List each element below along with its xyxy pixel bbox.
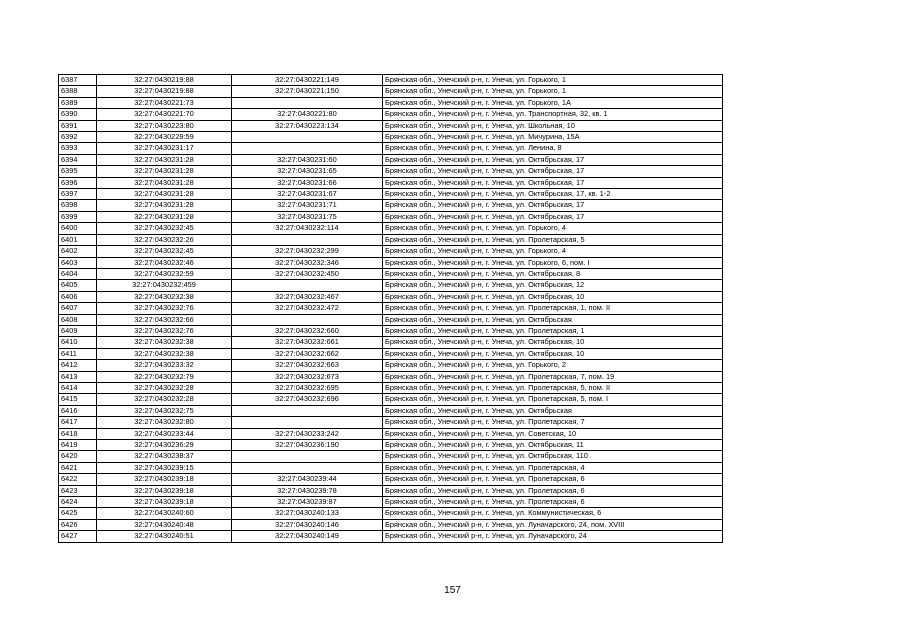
row-number-cell: 6396: [59, 177, 97, 188]
parcel-number-cell: 32:27:0430239:18: [97, 474, 232, 485]
object-number-cell: 32:27:0430221:150: [232, 86, 383, 97]
address-cell: Брянская обл., Унечский р-н, г. Унеча, ул. Транспортная, 32, кв. 1: [383, 109, 723, 120]
table-row: [59, 508, 723, 519]
object-number-cell: [232, 462, 383, 473]
object-number-cell: 32:27:0430221:149: [232, 75, 383, 86]
parcel-number-cell: 32:27:0430232:66: [97, 314, 232, 325]
object-number-cell: 32:27:0430231:75: [232, 211, 383, 222]
object-number-cell: [232, 417, 383, 428]
object-number-cell: 32:27:0430240:149: [232, 531, 383, 542]
row-number-cell: 6418: [59, 428, 97, 439]
row-number-cell: 6411: [59, 348, 97, 359]
address-cell: Брянская обл., Унечский р-н, г. Унеча, ул. Октябрьская, 10: [383, 348, 723, 359]
object-number-cell: 32:27:0430231:71: [232, 200, 383, 211]
address-cell: Брянская обл., Унечский р-н, г. Унеча, ул. Октябрьская, 11: [383, 440, 723, 451]
address-cell: Брянская обл., Унечский р-н, г. Унеча, ул. Октябрьская, 110: [383, 451, 723, 462]
row-number-cell: 6388: [59, 86, 97, 97]
address-cell: Брянская обл., Унечский р-н, г. Унеча, ул. Горького, 1: [383, 86, 723, 97]
row-number-cell: 6425: [59, 508, 97, 519]
parcel-number-cell: 32:27:0430231:28: [97, 211, 232, 222]
table-row: [59, 200, 723, 211]
table-row: [59, 189, 723, 200]
parcel-number-cell: 32:27:0430231:28: [97, 154, 232, 165]
object-number-cell: 32:27:0430232:660: [232, 325, 383, 336]
table-row: [59, 337, 723, 348]
object-number-cell: 32:27:0430240:133: [232, 508, 383, 519]
row-number-cell: 6391: [59, 120, 97, 131]
row-number-cell: 6403: [59, 257, 97, 268]
object-number-cell: 32:27:0430231:65: [232, 166, 383, 177]
row-number-cell: 6426: [59, 519, 97, 530]
table-row: [59, 348, 723, 359]
object-number-cell: 32:27:0430232:663: [232, 360, 383, 371]
row-number-cell: 6412: [59, 360, 97, 371]
parcel-number-cell: 32:27:0430232:38: [97, 348, 232, 359]
row-number-cell: 6424: [59, 497, 97, 508]
parcel-number-cell: 32:27:0430232:45: [97, 246, 232, 257]
row-number-cell: 6416: [59, 405, 97, 416]
table-row: [59, 132, 723, 143]
object-number-cell: [232, 280, 383, 291]
address-cell: Брянская обл., Унечский р-н, г. Унеча, ул. Луначарского, 24, пом. XVIII: [383, 519, 723, 530]
parcel-number-cell: 32:27:0430233:44: [97, 428, 232, 439]
object-number-cell: 32:27:0430232:661: [232, 337, 383, 348]
row-number-cell: 6390: [59, 109, 97, 120]
address-cell: Брянская обл., Унечский р-н, г. Унеча, ул. Горького, 1А: [383, 97, 723, 108]
parcel-number-cell: 32:27:0430232:26: [97, 234, 232, 245]
address-cell: Брянская обл., Унечский р-н, г. Унеча, ул. Пролетарская, 1: [383, 325, 723, 336]
row-number-cell: 6420: [59, 451, 97, 462]
table-row: [59, 440, 723, 451]
row-number-cell: 6406: [59, 291, 97, 302]
parcel-number-cell: 32:27:0430232:45: [97, 223, 232, 234]
object-number-cell: 32:27:0430223:134: [232, 120, 383, 131]
parcel-number-cell: 32:27:0430240:60: [97, 508, 232, 519]
table-row: [59, 360, 723, 371]
parcel-number-cell: 32:27:0430232:76: [97, 325, 232, 336]
table-row: [59, 417, 723, 428]
parcel-number-cell: 32:27:0430232:59: [97, 268, 232, 279]
parcel-number-cell: 32:27:0430232:76: [97, 303, 232, 314]
table-row: [59, 325, 723, 336]
address-cell: Брянская обл., Унечский р-н, г. Унеча, ул. Пролетарская, 7, пом. 19: [383, 371, 723, 382]
address-cell: Брянская обл., Унечский р-н, г. Унеча, ул. Школьная, 10: [383, 120, 723, 131]
table-row: [59, 280, 723, 291]
address-cell: Брянская обл., Унечский р-н, г. Унеча, ул. Октябрьская, 17: [383, 154, 723, 165]
object-number-cell: 32:27:0430232:696: [232, 394, 383, 405]
table-row: [59, 75, 723, 86]
row-number-cell: 6409: [59, 325, 97, 336]
parcel-number-cell: 32:27:0430231:28: [97, 189, 232, 200]
parcel-number-cell: 32:27:0430232:46: [97, 257, 232, 268]
table-row: [59, 211, 723, 222]
object-number-cell: 32:27:0430233:242: [232, 428, 383, 439]
records-table: [58, 74, 723, 543]
object-number-cell: 32:27:0430232:114: [232, 223, 383, 234]
row-number-cell: 6399: [59, 211, 97, 222]
row-number-cell: 6410: [59, 337, 97, 348]
table-row: [59, 428, 723, 439]
object-number-cell: 32:27:0430232:299: [232, 246, 383, 257]
parcel-number-cell: 32:27:0430240:51: [97, 531, 232, 542]
object-number-cell: [232, 234, 383, 245]
row-number-cell: 6407: [59, 303, 97, 314]
object-number-cell: [232, 143, 383, 154]
table-row: [59, 177, 723, 188]
table-row: [59, 462, 723, 473]
row-number-cell: 6397: [59, 189, 97, 200]
row-number-cell: 6400: [59, 223, 97, 234]
row-number-cell: 6394: [59, 154, 97, 165]
address-cell: Брянская обл., Унечский р-н, г. Унеча, ул. Октябрьская, 8: [383, 268, 723, 279]
address-cell: Брянская обл., Унечский р-н, г. Унеча, ул. Горького, 4: [383, 223, 723, 234]
address-cell: Брянская обл., Унечский р-н, г. Унеча, ул. Октябрьская, 17: [383, 166, 723, 177]
address-cell: Брянская обл., Унечский р-н, г. Унеча, ул. Пролетарская, 6: [383, 497, 723, 508]
table-row: [59, 143, 723, 154]
address-cell: Брянская обл., Унечский р-н, г. Унеча, ул. Горького, 6, пом. I: [383, 257, 723, 268]
object-number-cell: 32:27:0430231:66: [232, 177, 383, 188]
table-row: [59, 405, 723, 416]
address-cell: Брянская обл., Унечский р-н, г. Унеча, ул. Октябрьская, 17: [383, 177, 723, 188]
row-number-cell: 6423: [59, 485, 97, 496]
address-cell: Брянская обл., Унечский р-н, г. Унеча, ул. Октябрьская, 17: [383, 200, 723, 211]
parcel-number-cell: 32:27:0430219:88: [97, 75, 232, 86]
address-cell: Брянская обл., Унечский р-н, г. Унеча, ул. Октябрьская, 10: [383, 291, 723, 302]
object-number-cell: 32:27:0430231:67: [232, 189, 383, 200]
table-row: [59, 371, 723, 382]
parcel-number-cell: 32:27:0430239:18: [97, 485, 232, 496]
address-cell: Брянская обл., Унечский р-н, г. Унеча, ул. Октябрьская, 12: [383, 280, 723, 291]
object-number-cell: 32:27:0430236:190: [232, 440, 383, 451]
parcel-number-cell: 32:27:0430232:459: [97, 280, 232, 291]
row-number-cell: 6414: [59, 382, 97, 393]
parcel-number-cell: 32:27:0430240:48: [97, 519, 232, 530]
object-number-cell: 32:27:0430239:87: [232, 497, 383, 508]
address-cell: Брянская обл., Унечский р-н, г. Унеча, ул. Горького, 2: [383, 360, 723, 371]
row-number-cell: 6395: [59, 166, 97, 177]
address-cell: Брянская обл., Унечский р-н, г. Унеча, ул. Октябрьская: [383, 405, 723, 416]
table-row: [59, 291, 723, 302]
table-row: [59, 474, 723, 485]
row-number-cell: 6413: [59, 371, 97, 382]
row-number-cell: 6387: [59, 75, 97, 86]
row-number-cell: 6408: [59, 314, 97, 325]
row-number-cell: 6421: [59, 462, 97, 473]
row-number-cell: 6389: [59, 97, 97, 108]
page-number: 157: [444, 585, 461, 596]
object-number-cell: [232, 405, 383, 416]
parcel-number-cell: 32:27:0430231:17: [97, 143, 232, 154]
table-row: [59, 394, 723, 405]
parcel-number-cell: 32:27:0430232:28: [97, 382, 232, 393]
row-number-cell: 6422: [59, 474, 97, 485]
address-cell: Брянская обл., Унечский р-н, г. Унеча, ул. Пролетарская, 4: [383, 462, 723, 473]
row-number-cell: 6417: [59, 417, 97, 428]
parcel-number-cell: 32:27:0430232:79: [97, 371, 232, 382]
parcel-number-cell: 32:27:0430221:70: [97, 109, 232, 120]
parcel-number-cell: 32:27:0430232:38: [97, 291, 232, 302]
row-number-cell: 6393: [59, 143, 97, 154]
address-cell: Брянская обл., Унечский р-н, г. Унеча, ул. Луначарского, 24: [383, 531, 723, 542]
parcel-number-cell: 32:27:0430233:32: [97, 360, 232, 371]
row-number-cell: 6405: [59, 280, 97, 291]
table-row: [59, 166, 723, 177]
parcel-number-cell: 32:27:0430223:80: [97, 120, 232, 131]
table-row: [59, 154, 723, 165]
table-row: [59, 382, 723, 393]
object-number-cell: 32:27:0430232:472: [232, 303, 383, 314]
address-cell: Брянская обл., Унечский р-н, г. Унеча, ул. Октябрьская, 17: [383, 211, 723, 222]
row-number-cell: 6419: [59, 440, 97, 451]
records-table-body: [59, 75, 723, 543]
table-row: [59, 497, 723, 508]
object-number-cell: 32:27:0430239:78: [232, 485, 383, 496]
table-row: [59, 485, 723, 496]
table-row: [59, 223, 723, 234]
table-row: [59, 109, 723, 120]
object-number-cell: 32:27:0430232:346: [232, 257, 383, 268]
address-cell: Брянская обл., Унечский р-н, г. Унеча, ул. Пролетарская, 5: [383, 234, 723, 245]
table-row: [59, 246, 723, 257]
parcel-number-cell: 32:27:0430231:28: [97, 177, 232, 188]
object-number-cell: [232, 314, 383, 325]
address-cell: Брянская обл., Унечский р-н, г. Унеча, ул. Пролетарская, 1, пом. II: [383, 303, 723, 314]
table-row: [59, 120, 723, 131]
parcel-number-cell: 32:27:0430239:15: [97, 462, 232, 473]
parcel-number-cell: 32:27:0430232:28: [97, 394, 232, 405]
row-number-cell: 6398: [59, 200, 97, 211]
parcel-number-cell: 32:27:0430231:28: [97, 200, 232, 211]
address-cell: Брянская обл., Унечский р-н, г. Унеча, ул. Октябрьская: [383, 314, 723, 325]
parcel-number-cell: 32:27:0430221:73: [97, 97, 232, 108]
object-number-cell: 32:27:0430221:80: [232, 109, 383, 120]
address-cell: Брянская обл., Унечский р-н, г. Унеча, ул. Горького, 4: [383, 246, 723, 257]
table-row: [59, 314, 723, 325]
parcel-number-cell: 32:27:0430231:28: [97, 166, 232, 177]
object-number-cell: 32:27:0430232:673: [232, 371, 383, 382]
address-cell: Брянская обл., Унечский р-н, г. Унеча, ул. Мичурина, 15А: [383, 132, 723, 143]
parcel-number-cell: 32:27:0430232:80: [97, 417, 232, 428]
address-cell: Брянская обл., Унечский р-н, г. Унеча, ул. Горького, 1: [383, 75, 723, 86]
row-number-cell: 6427: [59, 531, 97, 542]
table-row: [59, 303, 723, 314]
address-cell: Брянская обл., Унечский р-н, г. Унеча, ул. Пролетарская, 7: [383, 417, 723, 428]
table-row: [59, 234, 723, 245]
object-number-cell: 32:27:0430232:662: [232, 348, 383, 359]
object-number-cell: 32:27:0430239:44: [232, 474, 383, 485]
parcel-number-cell: 32:27:0430239:18: [97, 497, 232, 508]
object-number-cell: [232, 132, 383, 143]
row-number-cell: 6402: [59, 246, 97, 257]
table-row: [59, 97, 723, 108]
row-number-cell: 6392: [59, 132, 97, 143]
table-row: [59, 86, 723, 97]
parcel-number-cell: 32:27:0430232:38: [97, 337, 232, 348]
object-number-cell: 32:27:0430232:695: [232, 382, 383, 393]
row-number-cell: 6415: [59, 394, 97, 405]
table-row: [59, 451, 723, 462]
row-number-cell: 6401: [59, 234, 97, 245]
parcel-number-cell: 32:27:0430238:37: [97, 451, 232, 462]
address-cell: Брянская обл., Унечский р-н, г. Унеча, ул. Пролетарская, 5, пом. I: [383, 394, 723, 405]
parcel-number-cell: 32:27:0430232:75: [97, 405, 232, 416]
object-number-cell: 32:27:0430232:467: [232, 291, 383, 302]
parcel-number-cell: 32:27:0430219:88: [97, 86, 232, 97]
parcel-number-cell: 32:27:0430236:29: [97, 440, 232, 451]
row-number-cell: 6404: [59, 268, 97, 279]
object-number-cell: 32:27:0430231:60: [232, 154, 383, 165]
address-cell: Брянская обл., Унечский р-н, г. Унеча, ул. Пролетарская, 6: [383, 485, 723, 496]
object-number-cell: [232, 451, 383, 462]
parcel-number-cell: 32:27:0430229:59: [97, 132, 232, 143]
table-row: [59, 268, 723, 279]
address-cell: Брянская обл., Унечский р-н, г. Унеча, ул. Коммунистическая, 6: [383, 508, 723, 519]
address-cell: Брянская обл., Унечский р-н, г. Унеча, ул. Ленина, 8: [383, 143, 723, 154]
table-row: [59, 519, 723, 530]
address-cell: Брянская обл., Унечский р-н, г. Унеча, ул. Октябрьская, 17, кв. 1-2: [383, 189, 723, 200]
table-row: [59, 531, 723, 542]
address-cell: Брянская обл., Унечский р-н, г. Унеча, ул. Пролетарская, 6: [383, 474, 723, 485]
table-row: [59, 257, 723, 268]
address-cell: Брянская обл., Унечский р-н, г. Унеча, ул. Октябрьская, 10: [383, 337, 723, 348]
address-cell: Брянская обл., Унечский р-н, г. Унеча, ул. Советская, 10: [383, 428, 723, 439]
object-number-cell: 32:27:0430240:146: [232, 519, 383, 530]
object-number-cell: 32:27:0430232:450: [232, 268, 383, 279]
address-cell: Брянская обл., Унечский р-н, г. Унеча, ул. Пролетарская, 5, пом. II: [383, 382, 723, 393]
object-number-cell: [232, 97, 383, 108]
